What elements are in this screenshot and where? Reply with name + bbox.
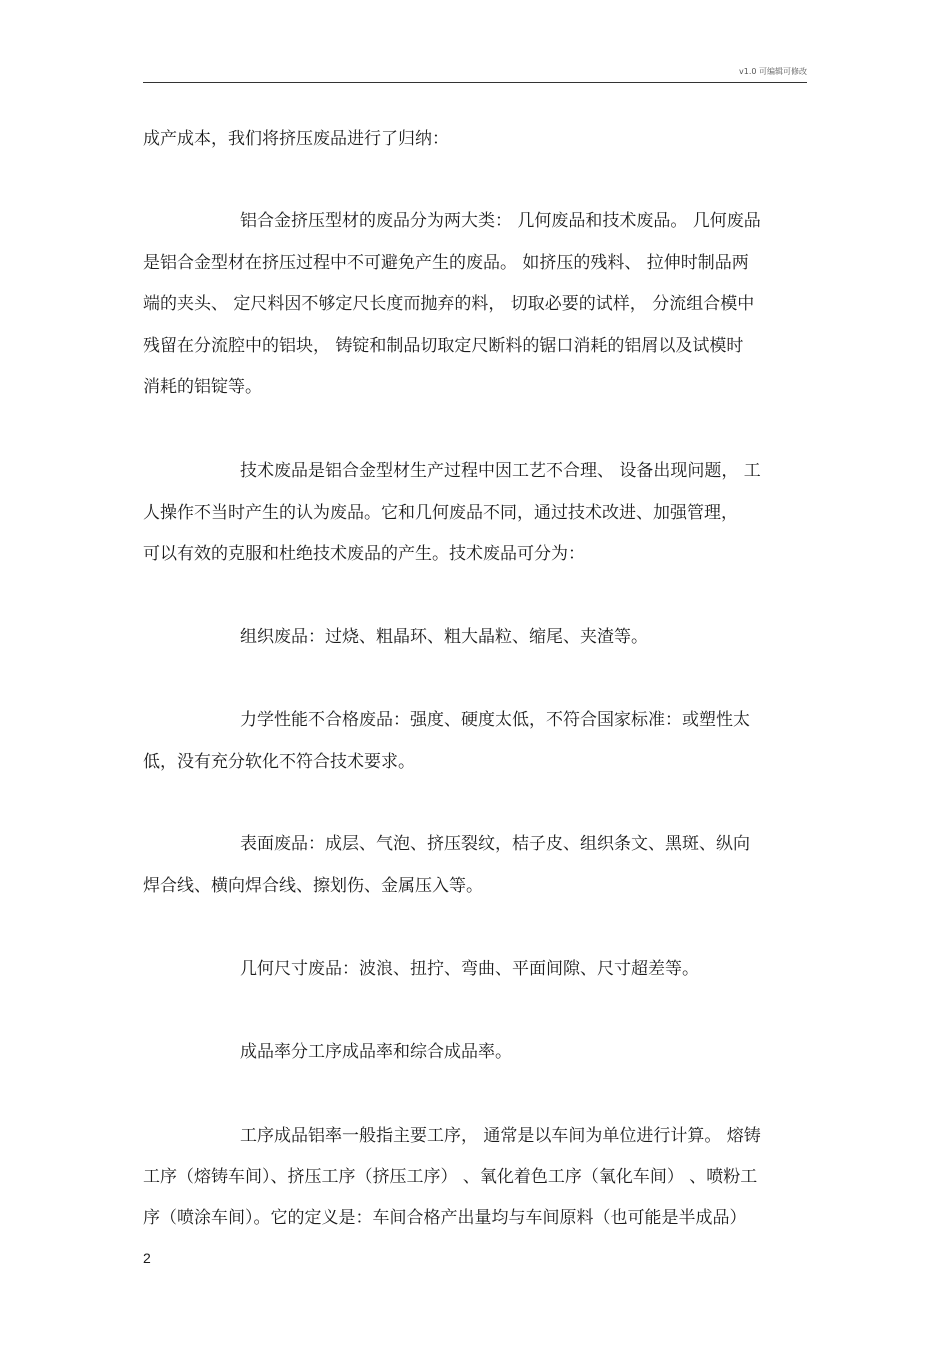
text-line: 是铝合金型材在挤压过程中不可避免产生的废品。 如挤压的残料、 拉伸时制品两 xyxy=(143,253,749,273)
text-line: 端的夹头、 定尺料因不够定尺长度而抛弃的料， 切取必要的试样， 分流组合模中 xyxy=(143,294,755,314)
text-line: 可以有效的克服和杜绝技术废品的产生。技术废品可分为： xyxy=(143,544,585,564)
header-text: v1.0 可编辑可修改 xyxy=(739,67,807,76)
text-line: 成产成本，我们将挤压废品进行了归纳： xyxy=(143,129,449,149)
text-line: 残留在分流腔中的铝块， 铸锭和制品切取定尺断料的锯口消耗的铝屑以及试模时 xyxy=(143,336,744,356)
text-line: 序（喷涂车间）。它的定义是：车间合格产出量均与车间原料（也可能是半成品） xyxy=(143,1208,747,1228)
text-line: 表面废品：成层、气泡、挤压裂纹，桔子皮、组织条文、黑斑、纵向 xyxy=(240,834,750,854)
text-line: 组织废品：过烧、粗晶环、粗大晶粒、缩尾、夹渣等。 xyxy=(240,627,648,647)
text-line: 几何尺寸废品：波浪、扭拧、弯曲、平面间隙、尺寸超差等。 xyxy=(240,959,699,979)
text-line: 焊合线、横向焊合线、擦划伤、金属压入等。 xyxy=(143,876,483,896)
text-line: 铝合金挤压型材的废品分为两大类： 几何废品和技术废品。 几何废品 xyxy=(240,211,761,231)
text-line: 技术废品是铝合金型材生产过程中因工艺不合理、 设备出现问题， 工 xyxy=(240,461,761,481)
text-line: 成品率分工序成品率和综合成品率。 xyxy=(240,1042,512,1062)
text-line: 低，没有充分软化不符合技术要求。 xyxy=(143,752,415,772)
text-line: 力学性能不合格废品：强度、硬度太低，不符合国家标准：或塑性太 xyxy=(240,710,750,730)
text-line: 工序（熔铸车间）、挤压工序（挤压工序） 、氧化着色工序（氧化车间） 、喷粉工 xyxy=(143,1167,758,1187)
text-line: 消耗的铝锭等。 xyxy=(143,377,262,397)
text-line: 工序成品铝率一般指主要工序， 通常是以车间为单位进行计算。 熔铸 xyxy=(240,1126,761,1146)
page-header xyxy=(143,62,807,83)
page-number: 2 xyxy=(143,1250,151,1266)
text-line: 人操作不当时产生的认为废品。它和几何废品不同，通过技术改进、加强管理， xyxy=(143,503,738,523)
